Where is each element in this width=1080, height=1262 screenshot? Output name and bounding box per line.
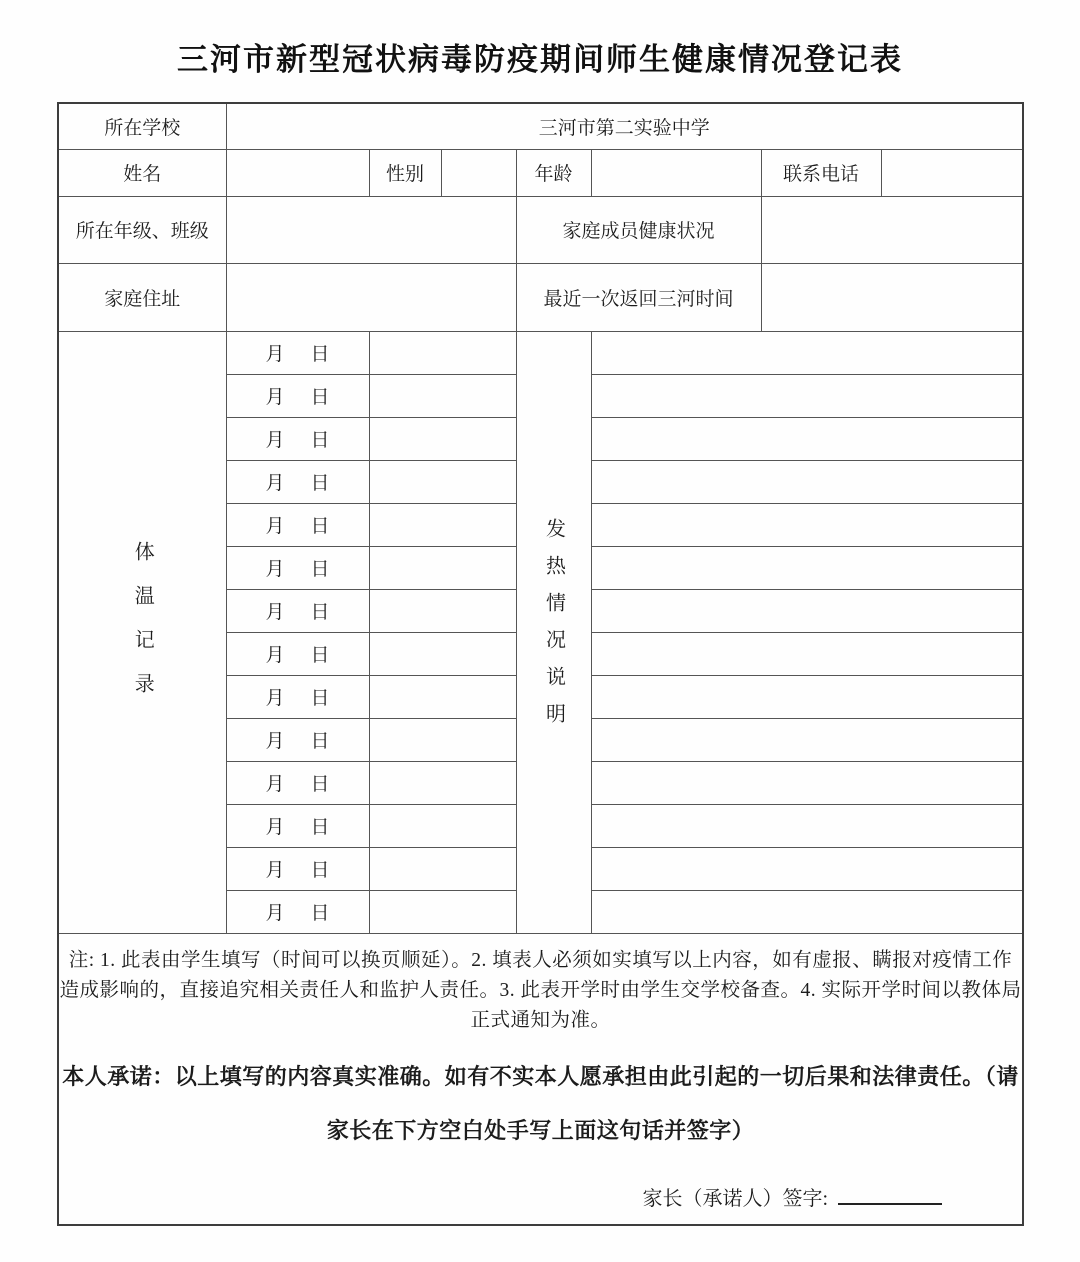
month-label: 月 — [265, 430, 285, 451]
fever-note-line-cell — [591, 804, 1023, 847]
day-label: 日 — [310, 817, 330, 838]
date-cell — [226, 890, 369, 933]
temperature-input-cell — [369, 417, 516, 460]
fever-note-label — [516, 331, 591, 933]
fever-note-line-cell — [591, 718, 1023, 761]
gender-label: 性别 — [369, 149, 441, 196]
date-cell — [226, 589, 369, 632]
temperature-record-label — [58, 331, 226, 933]
temperature-input-cell — [369, 632, 516, 675]
last-return-input-cell — [761, 263, 1023, 331]
date-cell — [226, 417, 369, 460]
day-label: 日 — [310, 516, 330, 537]
temperature-input-cell — [369, 460, 516, 503]
month-label: 月 — [265, 731, 285, 752]
date-cell — [226, 632, 369, 675]
fever-note-line-cell — [591, 761, 1023, 804]
fever-note-line-cell — [591, 546, 1023, 589]
registration-table — [57, 102, 1024, 1226]
signature-blank-line — [838, 1184, 942, 1205]
fever-note-line-cell — [591, 589, 1023, 632]
day-label: 日 — [310, 903, 330, 924]
address-input-cell — [226, 263, 516, 331]
month-label: 月 — [265, 903, 285, 924]
temperature-input-cell — [369, 589, 516, 632]
signature-row — [59, 1182, 1022, 1211]
temperature-input-cell — [369, 675, 516, 718]
temperature-input-cell — [369, 761, 516, 804]
date-cell — [226, 546, 369, 589]
form-title: 三河市新型冠状病毒防疫期间师生健康情况登记表 — [177, 42, 903, 77]
notes-text: 注: 1. 此表由学生填写（时间可以换页顺延）。2. 填表人必须如实填写以上内容，如有虚报、瞒报对疫情工作造成影响的，直接追究相关责任人和监护人责任。3. 此表开学时由学生交学校备查。4. 实际开学时间以教体局正式通知为准。 — [59, 950, 1022, 1032]
fever-note-line-cell — [591, 632, 1023, 675]
date-cell — [226, 460, 369, 503]
day-label: 日 — [310, 387, 330, 408]
fever-note-line-cell — [591, 890, 1023, 933]
name-label: 姓名 — [58, 149, 226, 196]
month-label: 月 — [265, 774, 285, 795]
date-cell — [226, 761, 369, 804]
month-label: 月 — [265, 645, 285, 666]
grade-row — [58, 196, 1023, 263]
school-value: 三河市第二实验中学 — [226, 103, 1023, 149]
day-label: 日 — [310, 602, 330, 623]
date-cell — [226, 804, 369, 847]
family-health-input-cell — [761, 196, 1023, 263]
last-return-label: 最近一次返回三河时间 — [516, 263, 761, 331]
temperature-input-cell — [369, 804, 516, 847]
grade-class-input-cell — [226, 196, 516, 263]
day-label: 日 — [310, 559, 330, 580]
temperature-input-cell — [369, 503, 516, 546]
temperature-input-cell — [369, 374, 516, 417]
temperature-input-cell — [369, 847, 516, 890]
phone-label: 联系电话 — [761, 149, 881, 196]
day-label: 日 — [310, 473, 330, 494]
temperature-record-label-text: 体温记录 — [131, 541, 154, 717]
school-row — [58, 103, 1023, 149]
day-label: 日 — [310, 731, 330, 752]
age-input-cell — [591, 149, 761, 196]
day-label: 日 — [310, 774, 330, 795]
day-label: 日 — [310, 430, 330, 451]
name-input-cell — [226, 149, 369, 196]
day-label: 日 — [310, 645, 330, 666]
notes-cell — [58, 933, 1023, 1225]
temperature-input-cell — [369, 890, 516, 933]
month-label: 月 — [265, 559, 285, 580]
day-label: 日 — [310, 344, 330, 365]
month-label: 月 — [265, 516, 285, 537]
grade-class-label: 所在年级、班级 — [58, 196, 226, 263]
fever-note-label-text: 发热情况说明 — [542, 518, 565, 740]
fever-note-line-cell — [591, 460, 1023, 503]
month-label: 月 — [265, 344, 285, 365]
day-label: 日 — [310, 860, 330, 881]
temperature-input-cell — [369, 546, 516, 589]
date-cell — [226, 675, 369, 718]
month-label: 月 — [265, 602, 285, 623]
month-label: 月 — [265, 860, 285, 881]
day-label: 日 — [310, 688, 330, 709]
date-cell — [226, 503, 369, 546]
phone-input-cell — [881, 149, 1023, 196]
promise-text: 本人承诺：以上填写的内容真实准确。如有不实本人愿承担由此引起的一切后果和法律责任。（请家长在下方空白处手写上面这句话并签字） — [62, 1064, 1019, 1144]
date-cell — [226, 718, 369, 761]
footer-row — [58, 933, 1023, 1225]
school-label: 所在学校 — [58, 103, 226, 149]
month-label: 月 — [265, 473, 285, 494]
fever-note-line-cell — [591, 675, 1023, 718]
fever-note-line-cell — [591, 417, 1023, 460]
month-label: 月 — [265, 688, 285, 709]
date-cell — [226, 847, 369, 890]
fever-note-line-cell — [591, 503, 1023, 546]
address-row — [58, 263, 1023, 331]
date-cell — [226, 331, 369, 374]
temperature-row — [58, 331, 1023, 374]
family-health-label: 家庭成员健康状况 — [516, 196, 761, 263]
month-label: 月 — [265, 817, 285, 838]
fever-note-line-cell — [591, 847, 1023, 890]
address-label: 家庭住址 — [58, 263, 226, 331]
temperature-input-cell — [369, 718, 516, 761]
fever-note-line-cell — [591, 374, 1023, 417]
temperature-input-cell — [369, 331, 516, 374]
date-cell — [226, 374, 369, 417]
signature-label: 家长（承诺人）签字: — [642, 1188, 829, 1211]
month-label: 月 — [265, 387, 285, 408]
fever-note-line-cell — [591, 331, 1023, 374]
gender-input-cell — [441, 149, 516, 196]
person-row — [58, 149, 1023, 196]
age-label: 年龄 — [516, 149, 591, 196]
